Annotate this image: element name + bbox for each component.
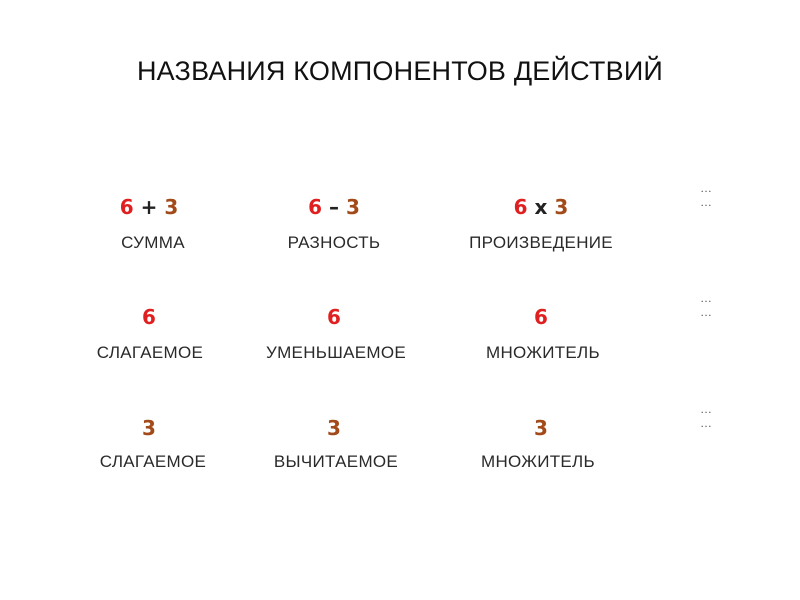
subtrahend-label: ВЫЧИТАЕМОЕ	[273, 452, 399, 471]
ellipsis-line: …	[700, 181, 713, 195]
first-number: 6	[308, 195, 323, 219]
minuend-value: 6	[327, 305, 341, 329]
plus-operator: +	[140, 195, 158, 219]
ellipsis-row-1	[700, 181, 713, 209]
multiplier-first-value: 6	[534, 305, 548, 329]
multiplication-expression	[514, 195, 569, 219]
ellipsis-line: …	[700, 416, 713, 430]
ellipsis-row-3	[700, 402, 713, 430]
ellipsis-line: …	[700, 402, 713, 416]
times-operator: x	[534, 195, 548, 219]
second-number: 3	[164, 195, 179, 219]
first-number: 6	[513, 195, 528, 219]
multiplier-first-label: МНОЖИТЕЛЬ	[486, 343, 600, 362]
subtrahend-value: 3	[327, 416, 341, 440]
second-number: 3	[345, 195, 360, 219]
multiplier-second-value: 3	[534, 416, 548, 440]
product-label: ПРОИЗВЕДЕНИЕ	[469, 233, 613, 252]
difference-label: РАЗНОСТЬ	[287, 233, 381, 252]
ellipsis-line: …	[700, 195, 713, 209]
addend-second-value: 3	[142, 416, 156, 440]
sum-label: СУММА	[121, 233, 185, 252]
minus-operator: –	[329, 195, 339, 219]
addition-expression	[120, 195, 179, 219]
second-number: 3	[554, 195, 569, 219]
addend-second-label: СЛАГАЕМОЕ	[99, 452, 207, 471]
ellipsis-line: …	[700, 291, 713, 305]
minuend-label: УМЕНЬШАЕМОЕ	[265, 343, 407, 362]
addend-first-label: СЛАГАЕМОЕ	[96, 343, 204, 362]
multiplier-second-label: МНОЖИТЕЛЬ	[481, 452, 595, 471]
ellipsis-row-2	[700, 291, 713, 319]
addend-first-value: 6	[142, 305, 156, 329]
subtraction-expression	[308, 195, 360, 219]
ellipsis-line: …	[700, 305, 713, 319]
first-number: 6	[119, 195, 134, 219]
page-title: НАЗВАНИЯ КОМПОНЕНТОВ ДЕЙСТВИЙ	[136, 56, 664, 86]
